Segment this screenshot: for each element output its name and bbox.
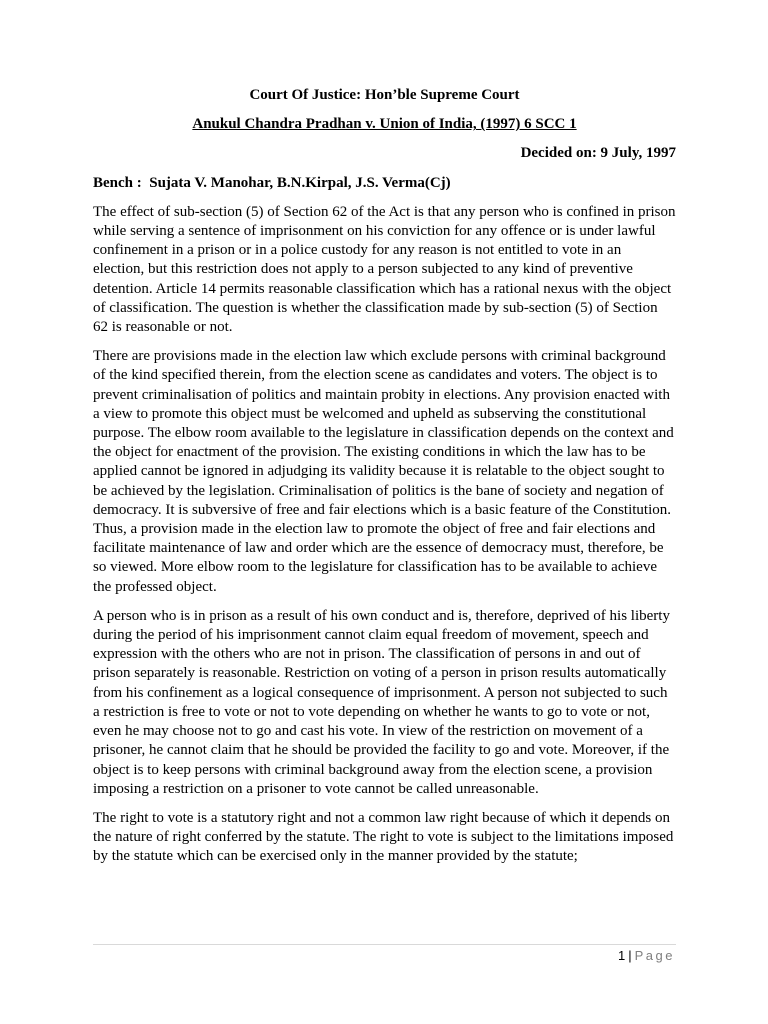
case-title: Anukul Chandra Pradhan v. Union of India, (1997) 6 SCC 1 [192,116,577,133]
paragraph: A person who is in prison as a result of his own conduct and is, therefore, deprived of his liberty during the period of his imprisonment cannot claim equal freedom of movement, speech and expression with the others who are not in prison. The classification of persons in and out of prison separately is reasonable. Restriction on voting of a person in prison results automatically from his confinement as a logical consequence of imprisonment. A person not subjected to such a restriction is free to vote or not to vote depending on whether he wants to go to vote or not, even he may choose not to go and cast his vote. In view of the restriction on movement of a prisoner, he cannot claim that he should be provided the facility to go and vote. Moreover, if the object is to keep persons with criminal background away from the election scene, a provision imposing a restriction on a prisoner to vote cannot be called unreasonable. [93,607,670,797]
footer-divider [93,944,676,945]
paragraph: The right to vote is a statutory right and not a common law right because of which it depends on the nature of right conferred by the statute. The right to vote is subject to the limitations imposed by the statute which can be exercised only in the manner provided by the statute; [93,809,674,865]
page-number: 1 [618,948,626,963]
paragraph: The effect of sub-section (5) of Section 62 of the Act is that any person who is confined in prison while serving a sentence of imprisonment on his conviction for any offence or is under lawful confinement in a prison or in a police custody for any reason is not entitled to vote in an election, but this restriction does not apply to a person subjected to any kind of preventive detention. Article 14 permits reasonable classification which has a rational nexus with the object of classification. The question is whether the classification made by sub-section (5) of Section 62 is reasonable or not. [93,203,676,336]
footer-separator: | [628,948,632,963]
page-label: Page [634,948,675,963]
document-body [93,86,676,877]
paragraph: There are provisions made in the election law which exclude persons with criminal background of the kind specified therein, from the election scene as candidates and voters. The object is to prevent criminalisation of politics and maintain probity in elections. Any provision enacted with a view to promote this object must be welcomed and upheld as subserving the constitutional purpose. The elbow room available to the legislature in classification depends on the context and the object for enactment of the provision. The existing conditions in which the law has to be applied cannot be ignored in adjudging its validity because it is relatable to the object sought to be achieved by the legislation. Criminalisation of politics is the bane of society and negation of democracy. It is subversive of free and fair elections which is a basic feature of the Constitution. Thus, a provision made in the election law to promote the object of free and fair elections and facilitate maintenance of law and order which are the essence of democracy must, therefore, be so viewed. More elbow room to the legislature for classification has to be available to achieve the professed object. [93,348,674,595]
court-title: Court Of Justice: Hon’ble Supreme Court [249,87,520,103]
bench-line: Bench : Sujata V. Manohar, B.N.Kirpal, J.S. Verma(Cj) [93,174,451,191]
page-footer [618,947,675,965]
decided-date: Decided on: 9 July, 1997 [520,145,676,162]
